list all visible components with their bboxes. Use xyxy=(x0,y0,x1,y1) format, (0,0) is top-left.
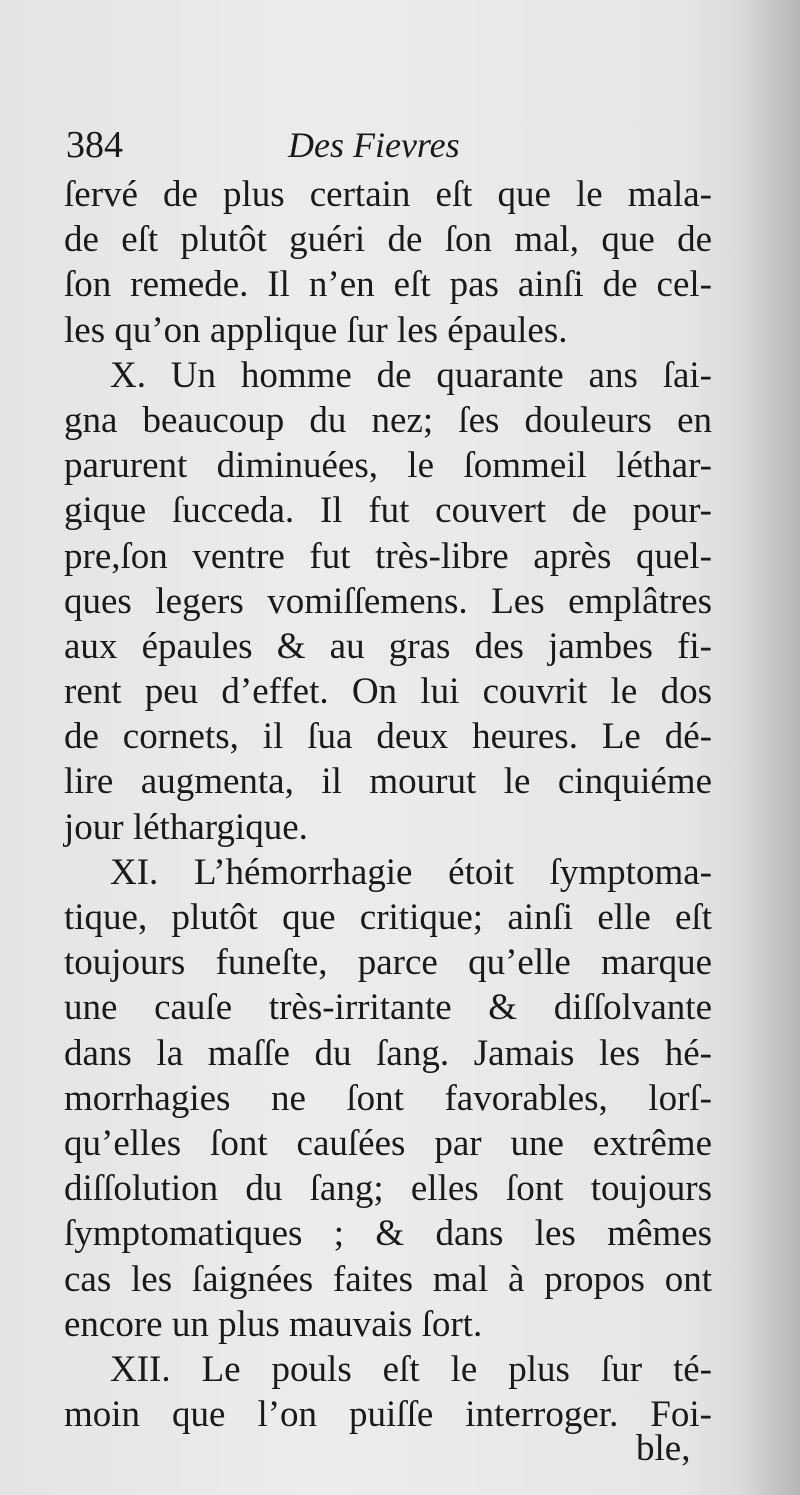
text-line: encore un plus mauvais ſort. xyxy=(64,1303,483,1345)
text-line: parurent diminuées, le ſommeil léthar- xyxy=(64,445,712,487)
text-line: ſervé de plus certain eſt que le mala- xyxy=(64,174,712,215)
text-line: diſſolution du ſang; elles ſont toujours xyxy=(64,1168,712,1210)
text-line: tique, plutôt que critique; ainſi elle eſt xyxy=(64,897,712,938)
text-line: de eſt plutôt guéri de ſon mal, que de xyxy=(64,219,712,261)
text-line: XII. Le pouls eſt le plus ſur té- xyxy=(110,1348,712,1390)
body-text xyxy=(64,172,712,1437)
text-line: pre,ſon ventre fut très-libre après quel- xyxy=(64,535,712,577)
text-line: ſon remede. Il n’en eſt pas ainſi de cel- xyxy=(64,264,712,306)
text-line: gique ſucceda. Il fut couvert de pour- xyxy=(64,490,712,532)
text-line: gna beaucoup du nez; ſes douleurs en xyxy=(64,399,712,441)
text-line: ques legers vomiſſemens. Les emplâtres xyxy=(64,580,712,622)
text-line: morrhagies ne ſont favorables, lorſ- xyxy=(64,1077,712,1119)
text-line: lire augmenta, il mourut le cinquiéme xyxy=(64,761,712,803)
text-line: rent peu d’effet. On lui couvrit le dos xyxy=(64,671,712,713)
text-line: une cauſe très-irritante & diſſolvante xyxy=(64,987,712,1029)
catchword: ble, xyxy=(636,1428,691,1469)
text-line: aux épaules & au gras des jambes fi- xyxy=(64,625,712,667)
text-line: jour léthargique. xyxy=(64,806,308,848)
gutter-shadow xyxy=(740,0,800,1495)
text-line: les qu’on applique ſur les épaules. xyxy=(64,309,568,351)
running-head: Des Fievres xyxy=(288,125,460,165)
text-line: toujours funeſte, parce qu’elle marque xyxy=(64,942,712,984)
text-line: qu’elles ſont cauſées par une extrême xyxy=(64,1122,712,1164)
text-line: dans la maſſe du ſang. Jamais les hé- xyxy=(64,1032,712,1074)
text-line: XI. L’hémorrhagie étoit ſymptoma- xyxy=(110,851,712,893)
text-line: X. Un homme de quarante ans ſai- xyxy=(110,354,712,396)
page-header xyxy=(66,122,706,172)
text-line: cas les ſaignées faites mal à propos ont xyxy=(64,1258,712,1300)
text-line: ſymptomatiques ; & dans les mêmes xyxy=(64,1213,712,1255)
page-number: 384 xyxy=(66,124,123,166)
text-line: de cornets, il ſua deux heures. Le dé- xyxy=(64,716,712,758)
text-line: moin que l’on puiſſe interroger. Foi- xyxy=(64,1394,712,1436)
